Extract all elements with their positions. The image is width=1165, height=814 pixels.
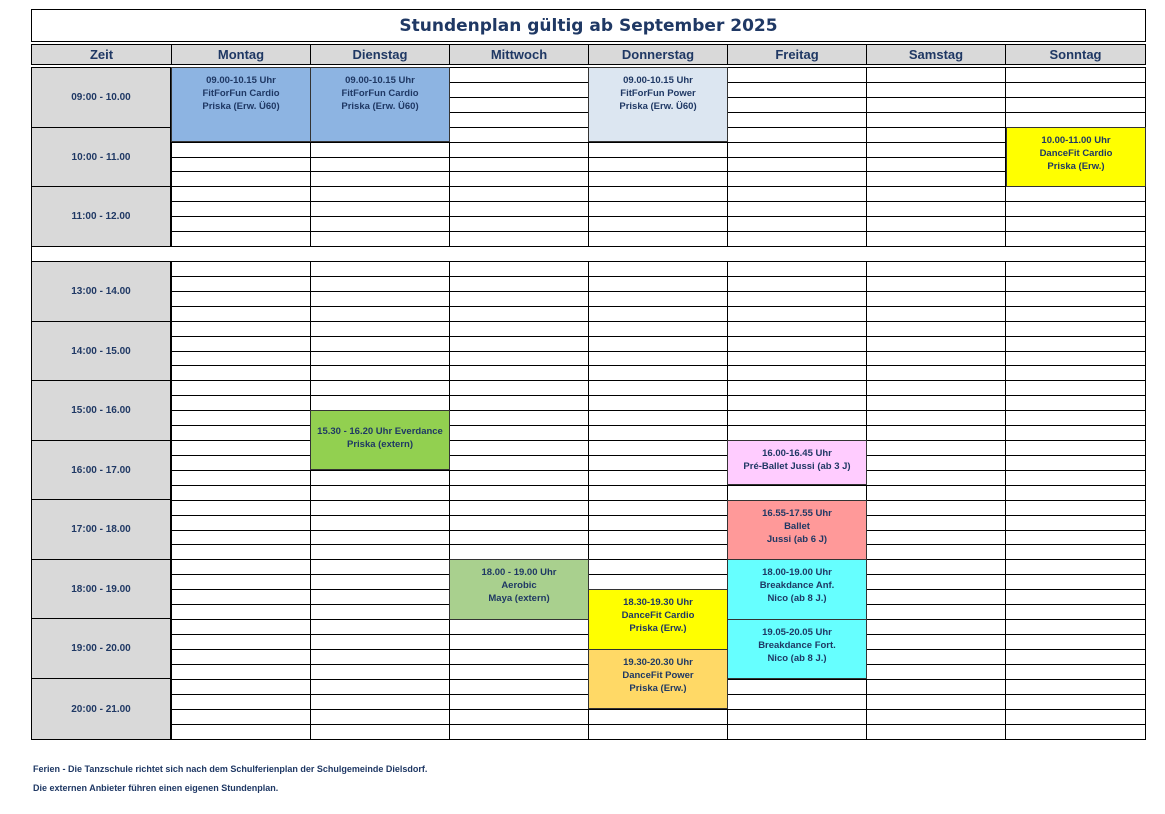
grid-line (171, 365, 1146, 366)
event-line: 16.55-17.55 Uhr (762, 508, 832, 519)
time-slot-16: 16:00 - 17.00 (31, 440, 171, 500)
time-slot-18: 18:00 - 19.00 (31, 559, 171, 619)
event-line: 15.30 - 16.20 Uhr Everdance (317, 426, 443, 437)
time-slot-10: 10:00 - 11.00 (31, 127, 171, 187)
time-slot-19: 19:00 - 20.00 (31, 618, 171, 679)
grid-line (171, 142, 1146, 143)
event-friday-ballet[interactable] (727, 500, 867, 560)
grid-line (171, 380, 1146, 381)
event-line: Priska (Erw. Ü60) (341, 101, 419, 112)
event-line: Jussi (ab 6 J) (766, 534, 828, 545)
grid-line (171, 216, 1146, 217)
grid-line (171, 306, 1146, 307)
page-title: Stundenplan gültig ab September 2025 (31, 9, 1146, 42)
grid-line (171, 485, 1146, 486)
grid-line (171, 336, 1146, 337)
event-line: 09.00-10.15 Uhr (345, 75, 415, 86)
event-tuesday-everdance[interactable] (310, 410, 450, 470)
grid-line (171, 201, 1146, 202)
grid-line (171, 559, 1146, 560)
footer-note-holidays: Ferien - Die Tanzschule richtet sich nach dem Schulferienplan der Schulgemeinde Dielsdorf. (33, 764, 428, 774)
column-header-freitag: Freitag (727, 44, 867, 65)
event-friday-breakdance-anfaenger[interactable] (727, 559, 867, 620)
grid-line (171, 171, 1146, 172)
event-line: Ballet (784, 521, 810, 532)
event-line: Priska (Erw. Ü60) (619, 101, 697, 112)
grid-line (171, 276, 1146, 277)
event-thursday-dancefit-power[interactable] (588, 649, 728, 709)
grid-line (171, 530, 1146, 531)
event-line: Breakdance Fort. (758, 640, 836, 651)
event-line: 18.30-19.30 Uhr (623, 597, 693, 608)
event-line: 09.00-10.15 Uhr (623, 75, 693, 86)
event-line: 09.00-10.15 Uhr (206, 75, 276, 86)
event-line: 19.30-20.30 Uhr (623, 657, 693, 668)
column-header-sonntag: Sonntag (1005, 44, 1146, 65)
event-friday-pre-ballet[interactable] (727, 440, 867, 485)
event-thursday-dancefit-cardio[interactable] (588, 589, 728, 650)
event-line: Nico (ab 8 J.) (767, 593, 827, 604)
time-slot-17: 17:00 - 18.00 (31, 499, 171, 560)
column-header-dienstag: Dienstag (310, 44, 450, 65)
event-line: FitForFun Power (620, 88, 696, 99)
event-friday-breakdance-fortgeschritten[interactable] (727, 619, 867, 679)
event-tuesday-fitforfun-cardio[interactable] (310, 67, 450, 142)
grid-line (171, 395, 1146, 396)
event-line: DanceFit Cardio (621, 610, 695, 621)
grid-line (171, 351, 1146, 352)
grid-line (171, 515, 1146, 516)
event-line: DanceFit Power (622, 670, 694, 681)
event-wednesday-aerobic[interactable] (449, 559, 589, 620)
grid-line (171, 321, 1146, 322)
event-line: Priska (Erw.) (629, 623, 687, 634)
grid-line (171, 186, 1146, 187)
grid-line (171, 291, 1146, 292)
event-line: 16.00-16.45 Uhr (762, 448, 832, 459)
grid-line (171, 709, 1146, 710)
event-monday-fitforfun-cardio[interactable] (171, 67, 311, 142)
column-header-montag: Montag (171, 44, 311, 65)
grid-line (171, 470, 1146, 471)
event-line: DanceFit Cardio (1039, 148, 1113, 159)
lunch-gap (31, 246, 1146, 262)
grid-line (171, 500, 1146, 501)
event-line: Aerobic (501, 580, 537, 591)
column-header-donnerstag: Donnerstag (588, 44, 728, 65)
grid-line (171, 231, 1146, 232)
timetable (31, 9, 1146, 740)
event-line: 10.00-11.00 Uhr (1041, 135, 1111, 146)
event-line: Pré-Ballet Jussi (ab 3 J) (743, 461, 851, 472)
column-header-samstag: Samstag (866, 44, 1006, 65)
time-slot-13: 13:00 - 14.00 (31, 261, 171, 322)
event-line: Breakdance Anf. (759, 580, 835, 591)
grid-line (171, 157, 1146, 158)
event-line: Priska (Erw. Ü60) (202, 101, 280, 112)
grid-line (171, 574, 1146, 575)
event-line: 18.00 - 19.00 Uhr (481, 567, 557, 578)
grid-line (171, 724, 1146, 725)
event-line: FitForFun Cardio (202, 88, 280, 99)
event-line: Nico (ab 8 J.) (767, 653, 827, 664)
time-slot-20: 20:00 - 21.00 (31, 678, 171, 740)
column-header-zeit: Zeit (31, 44, 172, 65)
footer-note-external: Die externen Anbieter führen einen eigenen Stundenplan. (33, 783, 279, 793)
time-slot-14: 14:00 - 15.00 (31, 321, 171, 381)
event-line: 18.00-19.00 Uhr (762, 567, 832, 578)
time-slot-09: 09:00 - 10.00 (31, 67, 171, 128)
event-line: FitForFun Cardio (341, 88, 419, 99)
event-line: Priska (extern) (346, 439, 413, 450)
event-line: Maya (extern) (488, 593, 550, 604)
event-sunday-dancefit-cardio[interactable] (1006, 127, 1146, 187)
time-slot-11: 11:00 - 12.00 (31, 186, 171, 247)
time-slot-15: 15:00 - 16.00 (31, 380, 171, 441)
grid-line (171, 544, 1146, 545)
column-header-mittwoch: Mittwoch (449, 44, 589, 65)
event-line: Priska (Erw.) (1047, 161, 1105, 172)
event-line: 19.05-20.05 Uhr (762, 627, 832, 638)
event-thursday-fitforfun-power[interactable] (588, 67, 728, 142)
event-line: Priska (Erw.) (629, 683, 687, 694)
